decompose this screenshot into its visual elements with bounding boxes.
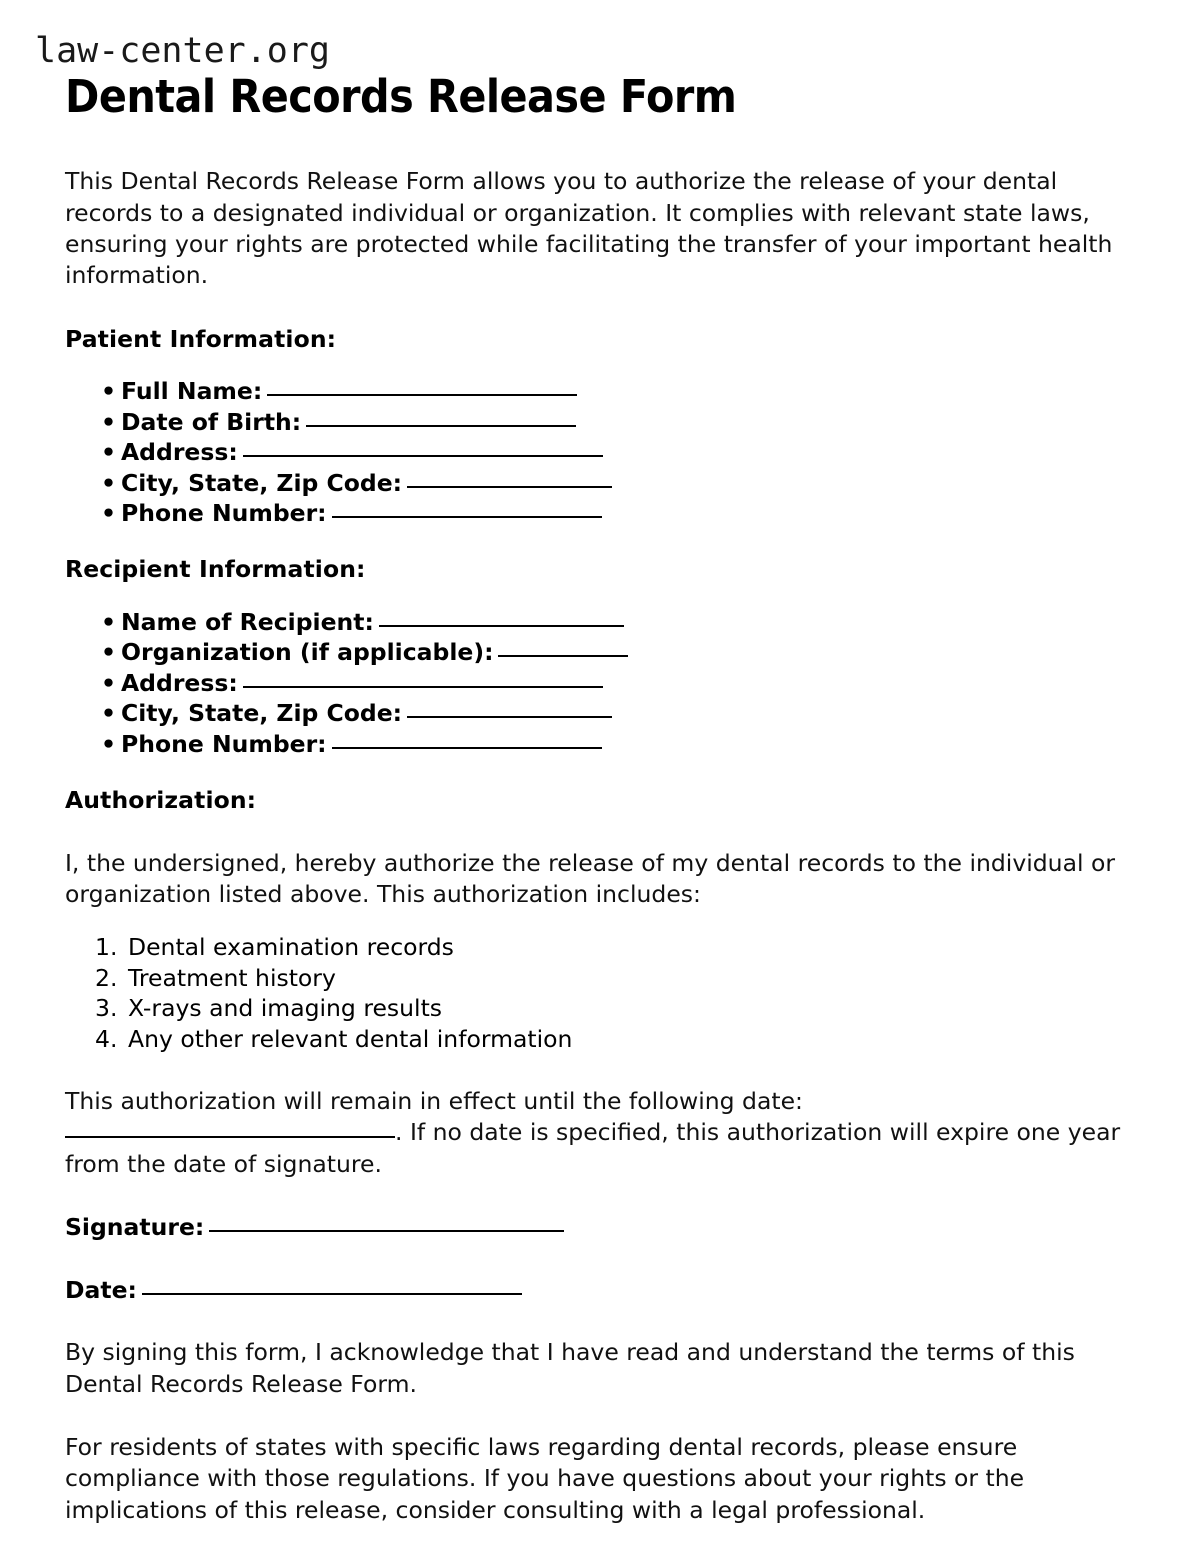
list-item: Dental examination records: [128, 933, 454, 962]
field-label: Name of Recipient:: [121, 608, 374, 637]
spacer: [65, 1400, 1125, 1432]
spacer: [65, 585, 1125, 607]
recipient-phone-number-fill[interactable]: [332, 733, 602, 749]
recipient-information-field-list: [65, 607, 1125, 759]
authorization-items-list: [65, 932, 1125, 1054]
field-label: Address:: [121, 438, 238, 467]
recipient-organization-fill[interactable]: [498, 641, 628, 657]
signature-fill[interactable]: [209, 1216, 564, 1232]
patient-full-name-fill[interactable]: [267, 380, 577, 396]
recipient-information-heading: Recipient Information:: [65, 555, 366, 584]
spacer: [65, 122, 1125, 166]
spacer: [65, 1180, 1125, 1212]
list-item: [65, 376, 1125, 406]
field-label: City, State, Zip Code:: [121, 468, 403, 497]
spacer: [65, 816, 1125, 848]
date-row: [65, 1275, 1125, 1306]
field-label: Phone Number:: [121, 729, 327, 758]
page-title: Dental Records Release Form: [65, 70, 737, 123]
spacer: [65, 292, 1125, 324]
field-label: Organization (if applicable):: [121, 638, 494, 667]
list-item: [65, 437, 1125, 467]
field-label: Address:: [121, 668, 238, 697]
signature-row: [65, 1212, 1125, 1243]
effect-text-after: . If no date is specified, this authorization will expire one year from the date of signature.: [65, 1118, 1121, 1178]
spacer: [65, 759, 1125, 785]
spacer: [65, 528, 1125, 554]
field-label: Full Name:: [121, 377, 263, 406]
authorization-intro-paragraph: I, the undersigned, hereby authorize the release of my dental records to the individual or organization listed above. This authorization includes:: [65, 848, 1116, 909]
list-item: [65, 468, 1125, 498]
list-item: [65, 637, 1125, 667]
date-label: Date:: [65, 1275, 137, 1304]
field-label: City, State, Zip Code:: [121, 699, 403, 728]
legal-notice-paragraph: For residents of states with specific laws regarding dental records, please ensure compliance with those regulations. If you have questions about your rights or the implications of this release, consider consulting with a legal professional.: [65, 1432, 1025, 1524]
authorization-expiry-date-fill[interactable]: [65, 1121, 395, 1138]
patient-date-of-birth-fill[interactable]: [306, 411, 576, 427]
field-label: Date of Birth:: [121, 407, 302, 436]
patient-phone-number-fill[interactable]: [332, 502, 602, 518]
spacer: [65, 1305, 1125, 1337]
acknowledgement-paragraph: By signing this form, I acknowledge that I have read and understand the terms of this Dental Records Release Form.: [65, 1338, 1075, 1398]
authorization-heading: Authorization:: [65, 786, 257, 815]
list-item: X-rays and imaging results: [128, 994, 443, 1023]
site-brand: law-center.org: [35, 31, 331, 71]
list-item: [65, 698, 1125, 728]
signature-label: Signature:: [65, 1213, 205, 1242]
recipient-address-fill[interactable]: [243, 672, 603, 688]
spacer: [65, 354, 1125, 376]
spacer: [65, 910, 1125, 932]
patient-information-field-list: [65, 376, 1125, 528]
patient-city-state-zip-fill[interactable]: [407, 472, 612, 488]
spacer: [65, 1243, 1125, 1275]
intro-paragraph: This Dental Records Release Form allows you to authorize the release of your dental records to a designated individual or organization. It complies with relevant state laws, ensuring your rights are protected while facilitating the transfer of your important health information.: [65, 167, 1113, 290]
field-label: Phone Number:: [121, 499, 327, 528]
list-item: [65, 498, 1125, 528]
spacer: [65, 1054, 1125, 1086]
list-item: [65, 607, 1125, 637]
list-item: [65, 668, 1125, 698]
list-item: [65, 407, 1125, 437]
recipient-city-state-zip-fill[interactable]: [407, 702, 612, 718]
recipient-name-fill[interactable]: [379, 611, 624, 627]
list-item: Any other relevant dental information: [128, 1024, 573, 1053]
authorization-effect-paragraph: [65, 1086, 1125, 1180]
patient-address-fill[interactable]: [243, 441, 603, 457]
effect-text-before: This authorization will remain in effect until the following date:: [65, 1087, 803, 1116]
list-item: [65, 729, 1125, 759]
date-fill[interactable]: [142, 1279, 522, 1295]
patient-information-heading: Patient Information:: [65, 324, 337, 353]
list-item: Treatment history: [128, 963, 336, 992]
